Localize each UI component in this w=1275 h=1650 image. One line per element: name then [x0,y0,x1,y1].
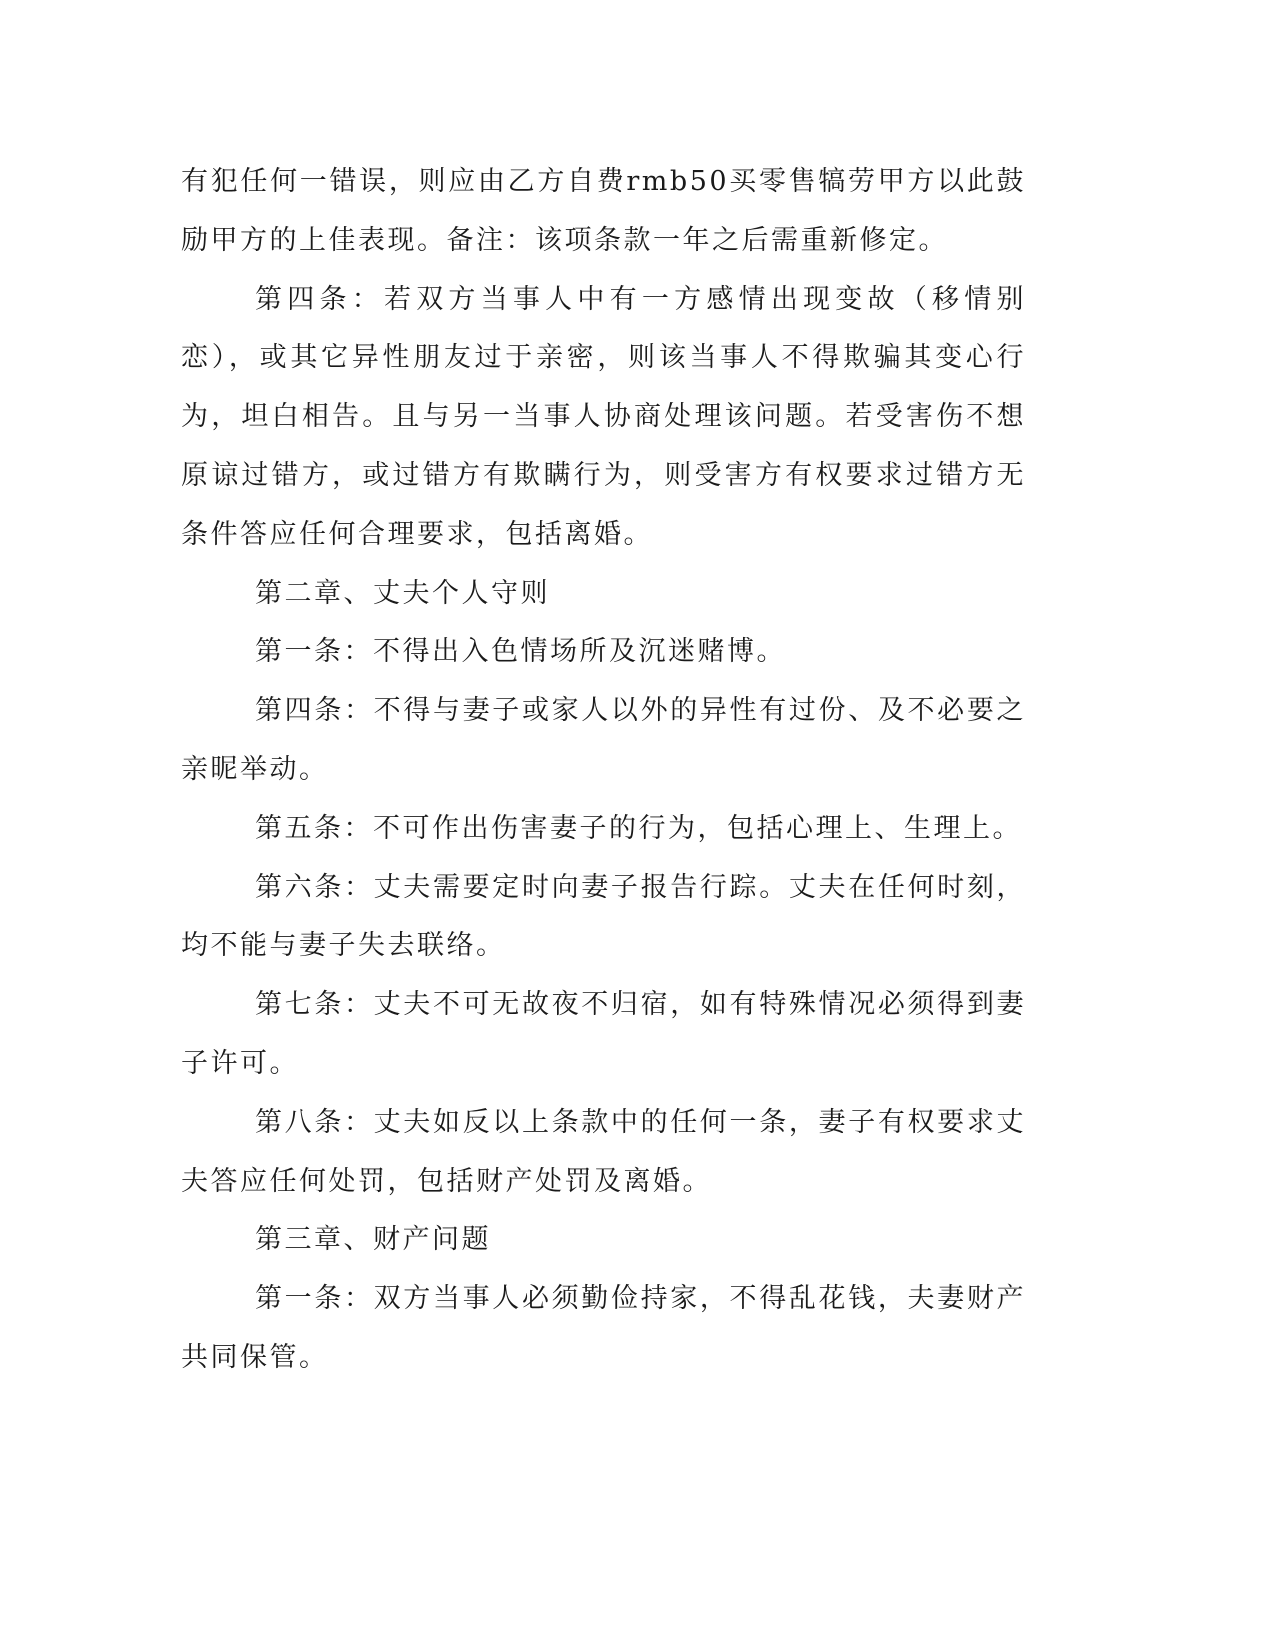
paragraph-husband-article-7: 第七条：丈夫不可无故夜不归宿，如有特殊情况必须得到妻子许可。 [181,989,1026,1079]
paragraph-husband-article-4: 第四条：不得与妻子或家人以外的异性有过份、及不必要之亲昵举动。 [181,695,1026,785]
paragraph-husband-article-5: 第五条：不可作出伤害妻子的行为，包括心理上、生理上。 [255,812,1022,844]
document-body [181,153,1026,1388]
paragraph-article-4-emotional-change: 第四条：若双方当事人中有一方感情出现变故（移情别恋），或其它异性朋友过于亲密，则该当事人不得欺骗其变心行为，坦白相告。且与另一当事人协商处理该问题。若受害伤不想原谅过错方，或过错方有欺瞒行为，则受害方有权要求过错方无条件答应任何合理要求，包括离婚。 [181,283,1026,550]
paragraph-husband-article-8: 第八条：丈夫如反以上条款中的任何一条，妻子有权要求丈夫答应任何处罚，包括财产处罚及离婚。 [181,1106,1026,1197]
chapter-3-heading: 第三章、财产问题 [255,1224,491,1256]
paragraph-clause-continuation: 有犯任何一错误，则应由乙方自费rmb50买零售犒劳甲方以此鼓励甲方的上佳表现。备注：该项条款一年之后需重新修定。 [181,166,1026,256]
paragraph-property-article-1: 第一条：双方当事人必须勤俭持家，不得乱花钱，夫妻财产共同保管。 [181,1283,1026,1373]
chapter-2-heading: 第二章、丈夫个人守则 [255,577,550,609]
paragraph-husband-article-1: 第一条：不得出入色情场所及沉迷赌博。 [255,636,786,668]
paragraph-husband-article-6: 第六条：丈夫需要定时向妻子报告行踪。丈夫在任何时刻，均不能与妻子失去联络。 [181,871,1026,962]
